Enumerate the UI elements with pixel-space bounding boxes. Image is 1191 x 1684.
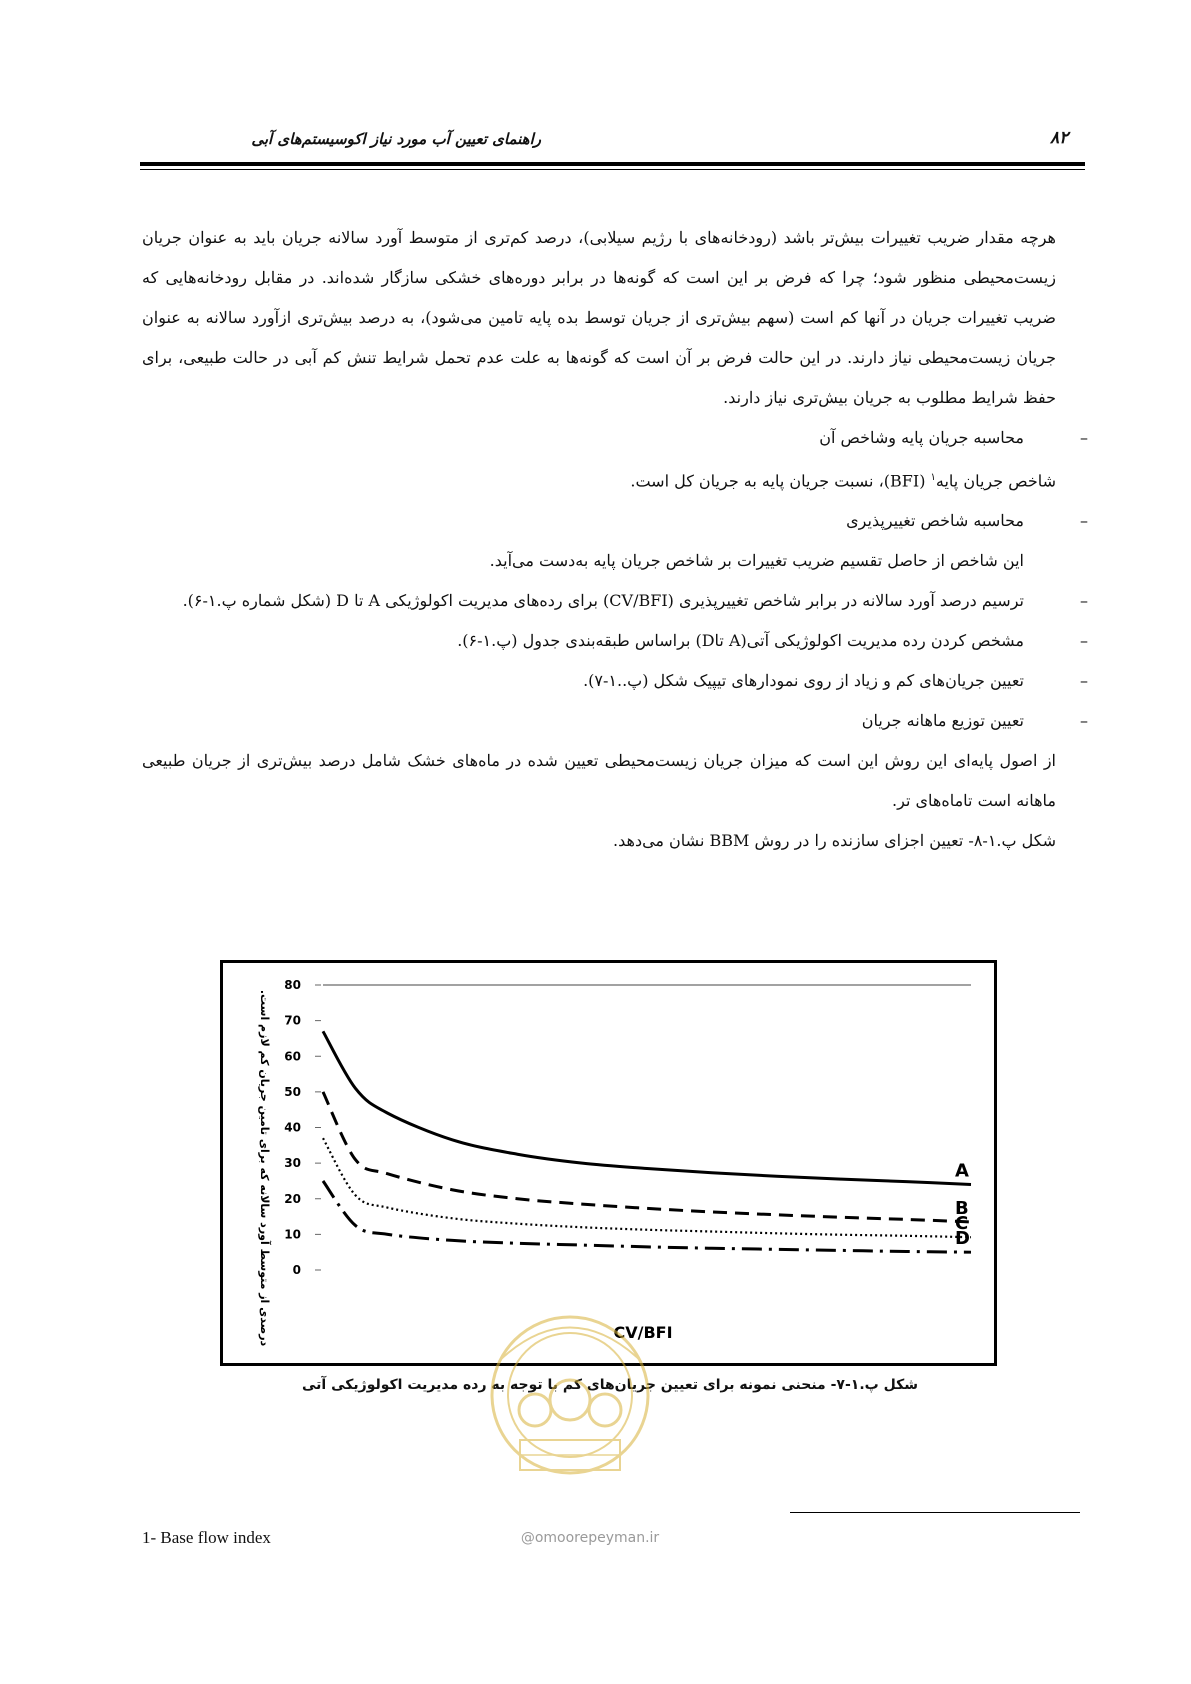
series-label-a: A (955, 1160, 969, 1182)
bullet-text: محاسبه شاخص تغییرپذیری (846, 511, 1024, 531)
bullet-text: تعیین جریان‌های کم و زیاد از روی نمودارهای تیپیک شکل (پ..۱-۷). (583, 671, 1024, 691)
footnote-ref: ۱ (930, 472, 936, 483)
y-tick-label: 80 (284, 978, 301, 992)
paragraph-2: از اصول پایه‌ای این روش این است که میزان جریان زیست‌محیطی تعیین شده در ماه‌های خشک شامل درصد بیش‌تری از جریان طبیعی ماهانه است تاماه‌های تر. (142, 751, 1056, 811)
curve-labels (955, 1161, 970, 1250)
bfi-definition (142, 458, 1084, 501)
bullet-item-2 (142, 501, 1088, 541)
page-number: ۸۲ (1050, 128, 1069, 148)
chart-curves (323, 1031, 971, 1252)
bullet-dash: – (1080, 511, 1088, 531)
bullet-item-5 (142, 661, 1088, 701)
bfi-label: شاخص جریان پایه (935, 471, 1056, 491)
bullet-text: ترسیم درصد آورد سالانه در برابر شاخص تغییرپذیری (CV/BFI) برای رده‌های مدیریت اکولوژیکی A تا D (شکل شماره پ.۱-۶). (182, 591, 1024, 611)
series-label-d: D (955, 1228, 970, 1250)
y-tick-label: 20 (284, 1191, 301, 1206)
bullet-item-6 (142, 701, 1088, 741)
bullet-item-3 (142, 581, 1088, 621)
x-axis-label: CV/BFI (613, 1323, 673, 1342)
y-tick-label: 0 (292, 1263, 301, 1277)
figure-caption: شکل پ.۱-۷- منحنی نمونه برای تعیین جریان‌های کم با توجه به رده مدیریت اکولوژیکی آتی (301, 1377, 918, 1393)
header-rule-thin (140, 169, 1085, 170)
series-line-b (323, 1092, 971, 1222)
bullet-dash: – (1080, 631, 1088, 651)
footnote-rule (790, 1512, 1080, 1513)
y-axis-label: درصدی از متوسط آورد سالانه که برای تامین جریان کم لازم است. (258, 989, 271, 1347)
bullet-dash: – (1080, 711, 1088, 731)
series-line-d (323, 1181, 971, 1252)
bullet-text: تعیین توزیع ماهانه جریان (861, 711, 1024, 731)
watermark-url: @omoorepeyman.ir (520, 1530, 660, 1546)
paragraph-3: شکل پ.۱-۸- تعیین اجزای سازنده را در روش BBM نشان می‌دهد. (613, 831, 1056, 851)
running-header-title: راهنمای تعیین آب مورد نیاز اکوسیستم‌های آبی (251, 130, 541, 148)
bullet-text: محاسبه جریان پایه وشاخص آن (819, 428, 1024, 447)
watermark-seal (480, 1300, 660, 1530)
y-tick-label: 60 (284, 1049, 301, 1064)
bullet-item-4 (142, 621, 1088, 661)
bullet-item-1 (142, 418, 1088, 458)
y-tick-label: 70 (284, 1013, 301, 1028)
y-axis-ticks (284, 978, 971, 1277)
series-label-c: C (955, 1213, 969, 1235)
series-label-b: B (955, 1197, 969, 1219)
series-line-c (323, 1138, 971, 1237)
paragraph-1: هرچه مقدار ضریب تغییرات بیش‌تر باشد (رودخانه‌های با رژیم سیلابی)، درصد کم‌تری از متوسط آورد سالانه جریان باید به عنوان جریان زیست‌محیطی منظور شود؛ چرا که فرض بر این است که گونه‌ها در برابر دوره‌های خشکی سازگار شده‌اند. در مقابل رودخانه‌هایی که ضریب تغییرات جریان در آنها کم است (سهم بیش‌تری از جریان توسط بده پایه تامین می‌شود)، به درصد بیش‌تری ازآورد سالانه به عنوان جریان زیست‌محیطی نیاز دارند. در این حالت فرض بر آن است که گونه‌ها به علت عدم تحمل شرایط تنش کم آبی در حالت طبیعی، برای حفظ شرایط مطلوب به جریان بیش‌تری نیاز دارند. (142, 228, 1056, 407)
y-tick-label: 10 (284, 1227, 301, 1242)
y-tick-label: 30 (284, 1156, 301, 1171)
header-rule-thick (140, 162, 1085, 166)
y-tick-label: 50 (284, 1084, 301, 1099)
bfi-text: (BFI)، نسبت جریان پایه به جریان کل است. (630, 471, 931, 491)
y-tick-label: 40 (284, 1120, 301, 1135)
bullet-2-detail: این شاخص از حاصل تقسیم ضریب تغییرات بر شاخص جریان پایه به‌دست می‌آید. (489, 551, 1024, 571)
bullet-dash: – (1080, 671, 1088, 691)
bullet-dash: – (1080, 428, 1088, 447)
bullet-text: مشخص کردن رده مدیریت اکولوژیکی آتی(A تاD) براساس طبقه‌بندی جدول (پ.۱-۶). (457, 631, 1024, 651)
body-text (142, 218, 1088, 861)
footnote: 1- Base flow index (142, 1528, 271, 1547)
bullet-dash: – (1080, 591, 1088, 611)
series-line-a (323, 1031, 971, 1184)
